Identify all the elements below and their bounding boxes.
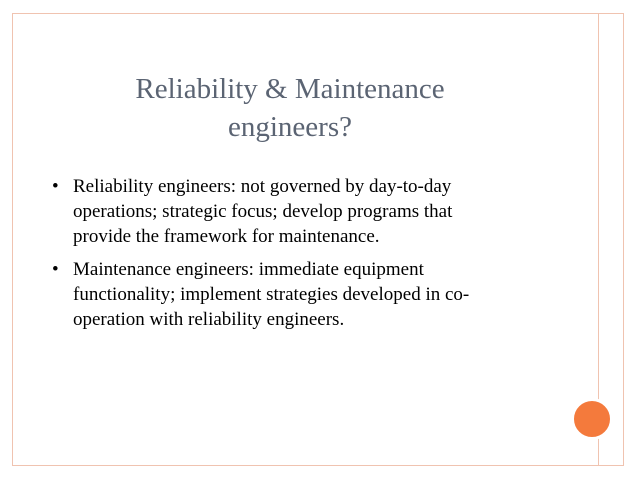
bullet-marker: • [52, 259, 59, 280]
accent-circle [571, 398, 613, 440]
slide-title [80, 70, 500, 146]
bullet-text: Maintenance engineers: immediate equipment functionality; implement strategies developed in co-operation with reliability engineers. [73, 259, 470, 330]
bullet-marker: • [52, 176, 59, 197]
bullet-list [52, 174, 492, 340]
bullet-item-maintenance [52, 257, 492, 332]
bullet-item-reliability [52, 174, 492, 249]
bullet-text: Reliability engineers: not governed by day-to-day operations; strategic focus; develop programs that provide the framework for maintenance. [73, 176, 453, 247]
title-line-1: Reliability & Maintenance [135, 73, 445, 105]
title-line-2: engineers? [228, 111, 352, 143]
